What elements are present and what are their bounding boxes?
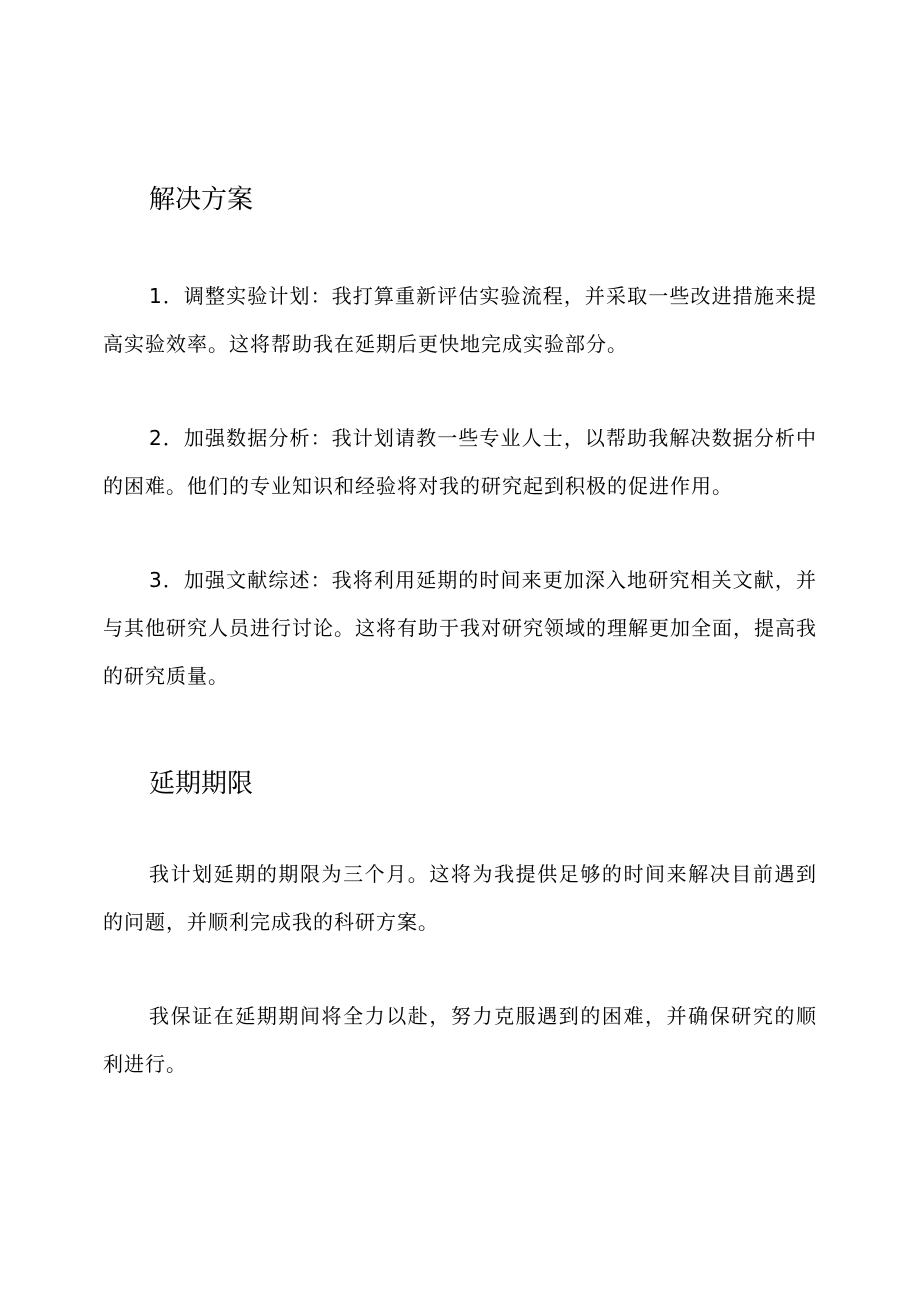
solution-item-1: 1．调整实验计划：我打算重新评估实验流程，并采取一些改进措施来提高实验效率。这将帮助我在延期后更快地完成实验部分。 [103, 284, 817, 356]
solution-item-2: 2．加强数据分析：我计划请教一些专业人士，以帮助我解决数据分析中的困难。他们的专业知识和经验将对我的研究起到积极的促进作用。 [103, 426, 817, 498]
solution-item-3: 3．加强文献综述：我将利用延期的时间来更加深入地研究相关文献，并与其他研究人员进行讨论。这将有助于我对研究领域的理解更加全面，提高我的研究质量。 [103, 568, 817, 688]
spacer [103, 222, 817, 272]
extension-paragraph-2: 我保证在延期期间将全力以赴，努力克服遇到的困难，并确保研究的顺利进行。 [103, 1004, 817, 1076]
spacer [103, 700, 817, 762]
spacer [103, 368, 817, 414]
section-heading-extension-period: 延期期限 [149, 769, 254, 799]
spacer [103, 806, 817, 850]
spacer [103, 946, 817, 992]
section-heading-solutions: 解决方案 [149, 185, 254, 215]
spacer [103, 510, 817, 556]
document-content [103, 178, 817, 1088]
extension-paragraph-1: 我计划延期的期限为三个月。这将为我提供足够的时间来解决目前遇到的问题，并顺利完成我的科研方案。 [103, 862, 817, 934]
